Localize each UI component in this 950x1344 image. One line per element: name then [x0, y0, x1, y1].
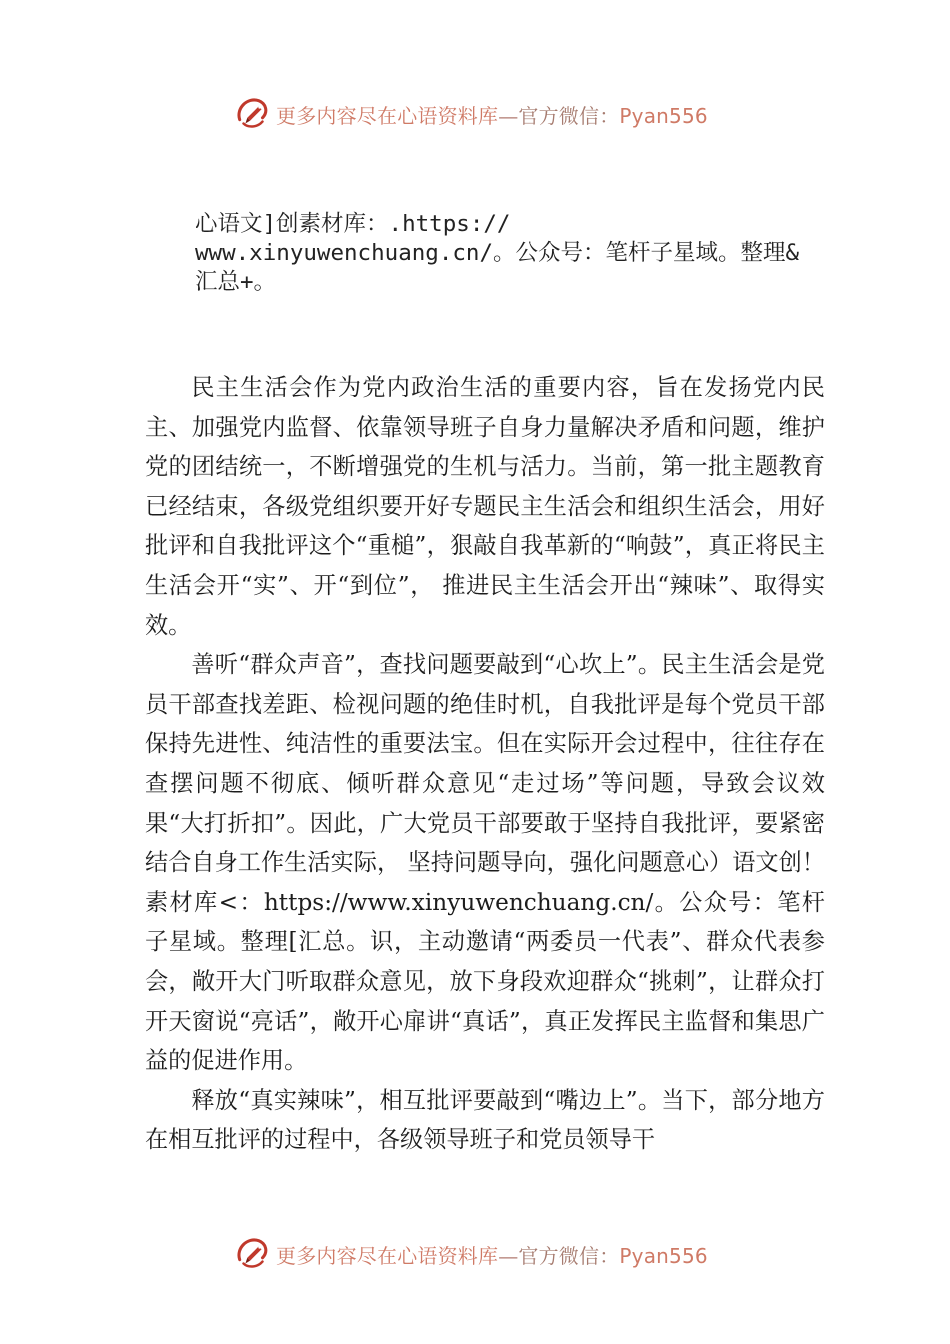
pen-nib-swirl-icon [234, 95, 272, 133]
footer-banner-wechat-id: Pyan556 [619, 1243, 708, 1268]
article-body [145, 368, 825, 1160]
banner-wechat-id: Pyan556 [619, 103, 708, 128]
banner-text [276, 100, 708, 129]
banner-separator: — [498, 103, 519, 128]
pen-nib-swirl-icon [234, 1235, 272, 1273]
notice-line-3: 汇总+。 [195, 269, 277, 295]
paragraph-3: 释放“真实辣味”，相互批评要敲到“嘴边上”。当下，部分地方在相互批评的过程中，各级领导班子和党员领导干 [145, 1086, 825, 1154]
notice-line-1: 心语文]创素材库：.https:// [195, 211, 511, 237]
paragraph-2: 善听“群众声音”，查找问题要敲到“心坎上”。民主生活会是党员干部查找差距、检视问题的绝佳时机，自我批评是每个党员干部保持先进性、纯洁性的重要法宝。但在实际开会过程中，往往存在查摆问题不彻底、倾听群众意见“走过场”等问题，导致会议效果“大打折扣”。因此，广大党员干部要敢于坚持自我批评，要紧密结合自身工作生活实际， 坚持问题导向，强化问题意心）语文创！素材库<：https://www.xinyuwenchuang.cn/。公众号：笔杆子星域。整理[汇总。识，主动邀请“两委员一代表”、群众代表参会，敞开大门听取群众意见，放下身段欢迎群众“挑刺”，让群众打开天窗说“亮话”，敞开心扉讲“真话”，真正发挥民主监督和集思广益的促进作用。 [145, 651, 825, 1075]
footer-banner [0, 1228, 950, 1278]
footer-banner-separator: — [498, 1243, 519, 1268]
header-banner [0, 88, 950, 138]
banner-title: 更多内容尽在心语资料库 [276, 103, 499, 128]
footer-banner-wechat-label: 官方微信： [518, 1243, 620, 1268]
footer-banner-title: 更多内容尽在心语资料库 [276, 1243, 499, 1268]
banner-wechat-label: 官方微信： [518, 103, 620, 128]
notice-line-2: www.xinyuwenchuang.cn/。公众号：笔杆子星域。整理& [195, 240, 800, 266]
paragraph-1: 民主生活会作为党内政治生活的重要内容，旨在发扬党内民主、加强党内监督、依靠领导班子自身力量解决矛盾和问题，维护党的团结统一，不断增强党的生机与活力。当前，第一批主题教育已经结束，各级党组织要开好专题民主生活会和组织生活会，用好批评和自我批评这个“重槌”，狠敲自我革新的“响鼓”，真正将民主生活会开“实”、开“到位”， 推进民主生活会开出“辣味”、取得实效。 [145, 374, 825, 639]
footer-banner-text [276, 1240, 708, 1269]
source-notice [195, 210, 835, 297]
